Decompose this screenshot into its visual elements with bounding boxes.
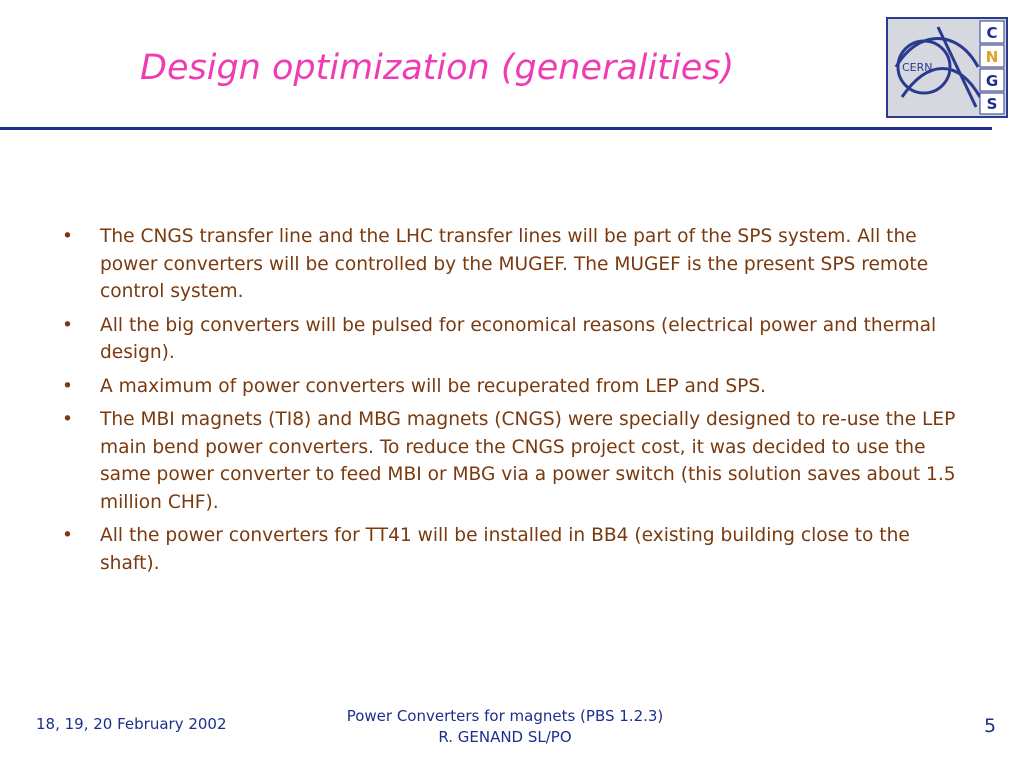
bullet-list bbox=[62, 223, 972, 583]
footer-presentation-title: Power Converters for magnets (PBS 1.2.3) bbox=[346, 707, 664, 725]
logo-letter: G bbox=[985, 72, 999, 90]
bullet-text: All the big converters will be pulsed for economical reasons (electrical power and thermal design). bbox=[100, 314, 937, 363]
bullet-item bbox=[62, 373, 972, 401]
bullet-marker: • bbox=[62, 226, 73, 247]
bullet-marker: • bbox=[62, 525, 73, 546]
page-number: 5 bbox=[984, 715, 997, 737]
bullet-item bbox=[62, 406, 972, 516]
title-divider bbox=[0, 127, 992, 130]
cern-cngs-logo bbox=[886, 17, 1008, 118]
logo-letter: S bbox=[986, 95, 998, 113]
bullet-item bbox=[62, 312, 972, 367]
bullet-item bbox=[62, 223, 972, 306]
bullet-text: All the power converters for TT41 will be installed in BB4 (existing building close to the shaft). bbox=[100, 525, 910, 574]
bullet-text: The CNGS transfer line and the LHC transfer lines will be part of the SPS system. All the power converters will be controlled by the MUGEF. The MUGEF is the present SPS remote control system. bbox=[100, 226, 929, 302]
cern-label: CERN bbox=[902, 61, 933, 74]
bullet-text: A maximum of power converters will be recuperated from LEP and SPS. bbox=[100, 375, 767, 397]
cngs-letter-tiles bbox=[980, 21, 1004, 114]
logo-letter: C bbox=[986, 24, 998, 42]
slide-title: Design optimization (generalities) bbox=[140, 48, 735, 88]
bullet-item bbox=[62, 522, 972, 577]
bullet-marker: • bbox=[62, 409, 73, 430]
bullet-marker: • bbox=[62, 375, 73, 397]
footer-center bbox=[300, 706, 710, 748]
bullet-text: The MBI magnets (TI8) and MBG magnets (CNGS) were specially designed to re-use the LEP main bend power converters. To reduce the CNGS project cost, it was decided to use the same power converter to feed MBI or MBG via a power switch (this solution saves about 1.5 million CHF). bbox=[100, 409, 956, 513]
logo-letter: N bbox=[985, 48, 999, 66]
footer-date: 18, 19, 20 February 2002 bbox=[36, 715, 227, 733]
bullet-marker: • bbox=[62, 314, 73, 336]
footer-author: R. GENAND SL/PO bbox=[438, 728, 572, 746]
